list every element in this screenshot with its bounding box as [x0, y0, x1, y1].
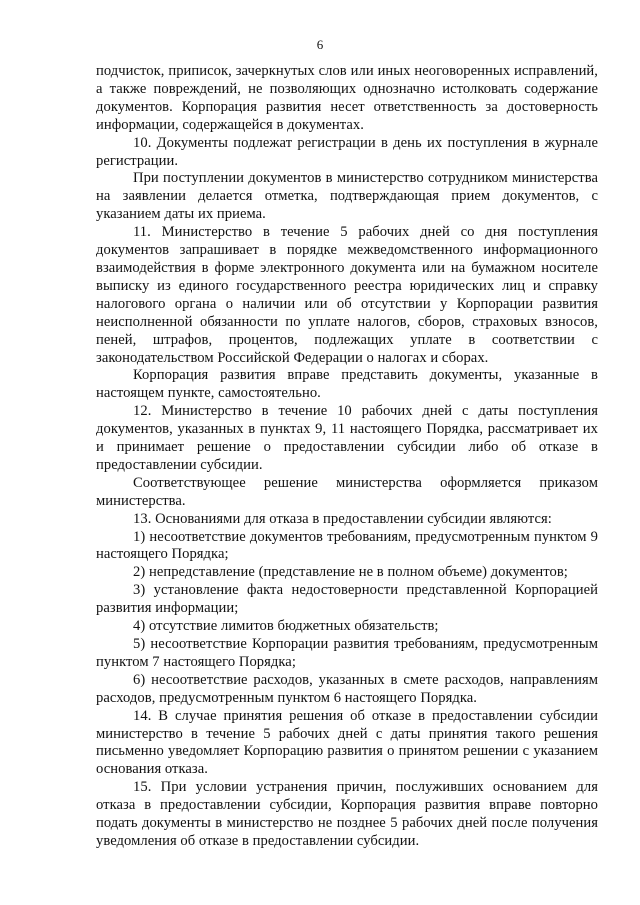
paragraph: 12. Министерство в течение 10 рабочих дней с даты поступления документов, указанных в пунктах 9, 11 настоящего Порядка, рассматривает их и принимает решение о предоставлении субсидии либо об отказе в предоставлении субсидии. [96, 403, 598, 473]
page-number: 6 [316, 37, 324, 52]
list-item: 1) несоответствие документов требованиям, предусмотренным пунктом 9 настоящего Порядка; [96, 528, 598, 563]
list-item: 5) несоответствие Корпорации развития требованиям, предусмотренным пунктом 7 настоящего Порядка; [96, 636, 598, 670]
list-item: 3) установление факта недостоверности представленной Корпорацией развития информации; [96, 582, 598, 617]
paragraph: 10. Документы подлежат регистрации в день их поступления в журнале регистрации. [96, 134, 598, 169]
document-body [96, 63, 598, 851]
paragraph: 14. В случае принятия решения об отказе в предоставлении субсидии министерство в течение 5 рабочих дней с даты принятия такого решения письменно уведомляет Корпорацию развития о принятом решении с указанием основания отказа. [96, 707, 598, 778]
list-item: 6) несоответствие расходов, указанных в смете расходов, направлениям расходов, предусмотренным пунктом 6 настоящего Порядка. [96, 671, 598, 706]
paragraph: При поступлении документов в министерство сотрудником министерства на заявлении делается отметка, подтверждающая прием документов, с указанием даты их приема. [96, 170, 598, 223]
paragraph: 13. Основаниями для отказа в предоставлении субсидии являются: [133, 510, 552, 527]
paragraph: Соответствующее решение министерства оформляется приказом министерства. [96, 474, 598, 509]
paragraph: 15. При условии устранения причин, послуживших основанием для отказа в предоставлении субсидии, Корпорация развития вправе повторно подать документы в министерство не позднее 5 рабочих дней после получения уведомления об отказе в предоставлении субсидии. [96, 779, 598, 849]
list-item: 4) отсутствие лимитов бюджетных обязательств; [133, 618, 439, 635]
paragraph: Корпорация развития вправе представить документы, указанные в настоящем пункте, самостоятельно. [96, 367, 598, 402]
paragraph: 11. Министерство в течение 5 рабочих дней со дня поступления документов запрашивает в порядке межведомственного информационного взаимодействия в форме электронного документа или на бумажном носителе выписку из единого государственного реестра юридических лиц и справку налогового органа о наличии или об отсутствии у Корпорации развития неисполненной обязанности по уплате налогов, сборов, страховых взносов, пеней, штрафов, процентов, подлежащих уплате в соответствии с законодательством Российской Федерации о налогах и сборах. [96, 224, 598, 366]
paragraph: подчисток, приписок, зачеркнутых слов или иных неоговоренных исправлений, а также повреждений, не позволяющих однозначно истолковать содержание документов. Корпорация развития несет ответственность за достоверность информации, содержащейся в документах. [96, 63, 598, 133]
list-item: 2) непредставление (представление не в полном объеме) документов; [133, 564, 568, 581]
